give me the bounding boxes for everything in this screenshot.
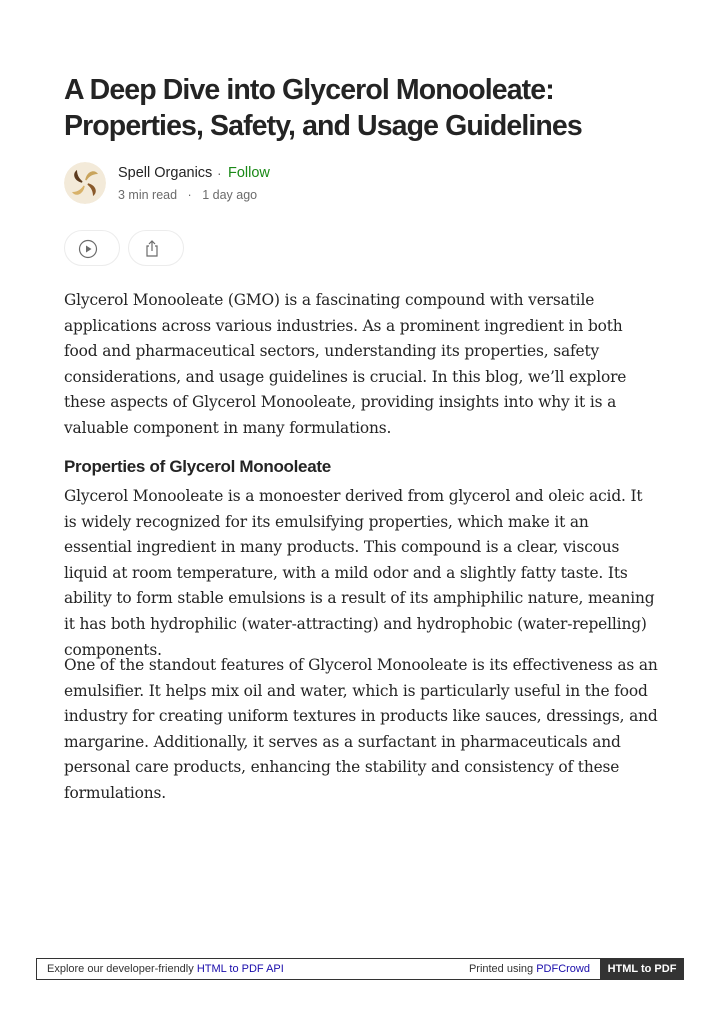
author-avatar[interactable]	[64, 162, 106, 204]
author-row	[64, 162, 664, 206]
pdf-footer-banner	[36, 958, 684, 980]
article-meta	[118, 188, 257, 202]
meta-separator-dot: ·	[187, 188, 192, 202]
section-heading-properties: Properties of Glycerol Monooleate	[64, 457, 331, 476]
html-to-pdf-badge[interactable]: HTML to PDF	[600, 958, 684, 980]
listen-button[interactable]	[64, 230, 120, 266]
separator-dot: ·	[217, 165, 222, 181]
article-title: A Deep Dive into Glycerol Monooleate: Properties, Safety, and Usage Guidelines	[64, 74, 582, 142]
footer-left	[47, 963, 284, 975]
paragraph-emulsifier: One of the standout features of Glycerol Monooleate is its effectiveness as an emulsifier. It helps mix oil and water, which is particularly useful in the food industry for creating uniform textures in products like sauces, dressings, and margarine. Additionally, it serves as a surfactant in pharmaceuticals and personal care products, enhancing the stability and consistency of these formulations.	[64, 656, 658, 802]
footer-right-text: Printed using	[468, 963, 537, 975]
spell-organics-logo-icon	[64, 162, 106, 204]
play-circle-icon	[78, 239, 98, 259]
paragraph-properties: Glycerol Monooleate is a monoester derived from glycerol and oleic acid. It is widely recognized for its emulsifying properties, which make it an essential ingredient in many products. This compound is a clear, viscous liquid at room temperature, with a mild odor and a slightly fatty taste. Its ability to form stable emulsions is a result of its amphiphilic nature, meaning it has both hydrophilic (water-attracting) and hydrophobic (water-repelling) components.	[64, 487, 655, 659]
share-icon	[142, 239, 162, 259]
article-actions	[64, 230, 194, 266]
footer-left-text: Explore our developer-friendly	[47, 963, 197, 975]
html-to-pdf-api-link[interactable]: HTML to PDF API	[196, 963, 284, 975]
read-time: 3 min read	[118, 188, 178, 202]
author-name[interactable]: Spell Organics	[118, 165, 213, 181]
paragraph-intro: Glycerol Monooleate (GMO) is a fascinating compound with versatile applications across various industries. As a prominent ingredient in both food and pharmaceutical sectors, understanding its properties, safety considerations, and usage guidelines is crucial. In this blog, we’ll explore these aspects of Glycerol Monooleate, providing insights into why it is a valuable component in many formulations.	[64, 291, 627, 437]
published-date: 1 day ago	[202, 188, 258, 202]
follow-button[interactable]: Follow	[228, 165, 270, 181]
footer-right	[469, 963, 590, 975]
share-button[interactable]	[128, 230, 184, 266]
pdfcrowd-link[interactable]: PDFCrowd	[536, 963, 590, 975]
